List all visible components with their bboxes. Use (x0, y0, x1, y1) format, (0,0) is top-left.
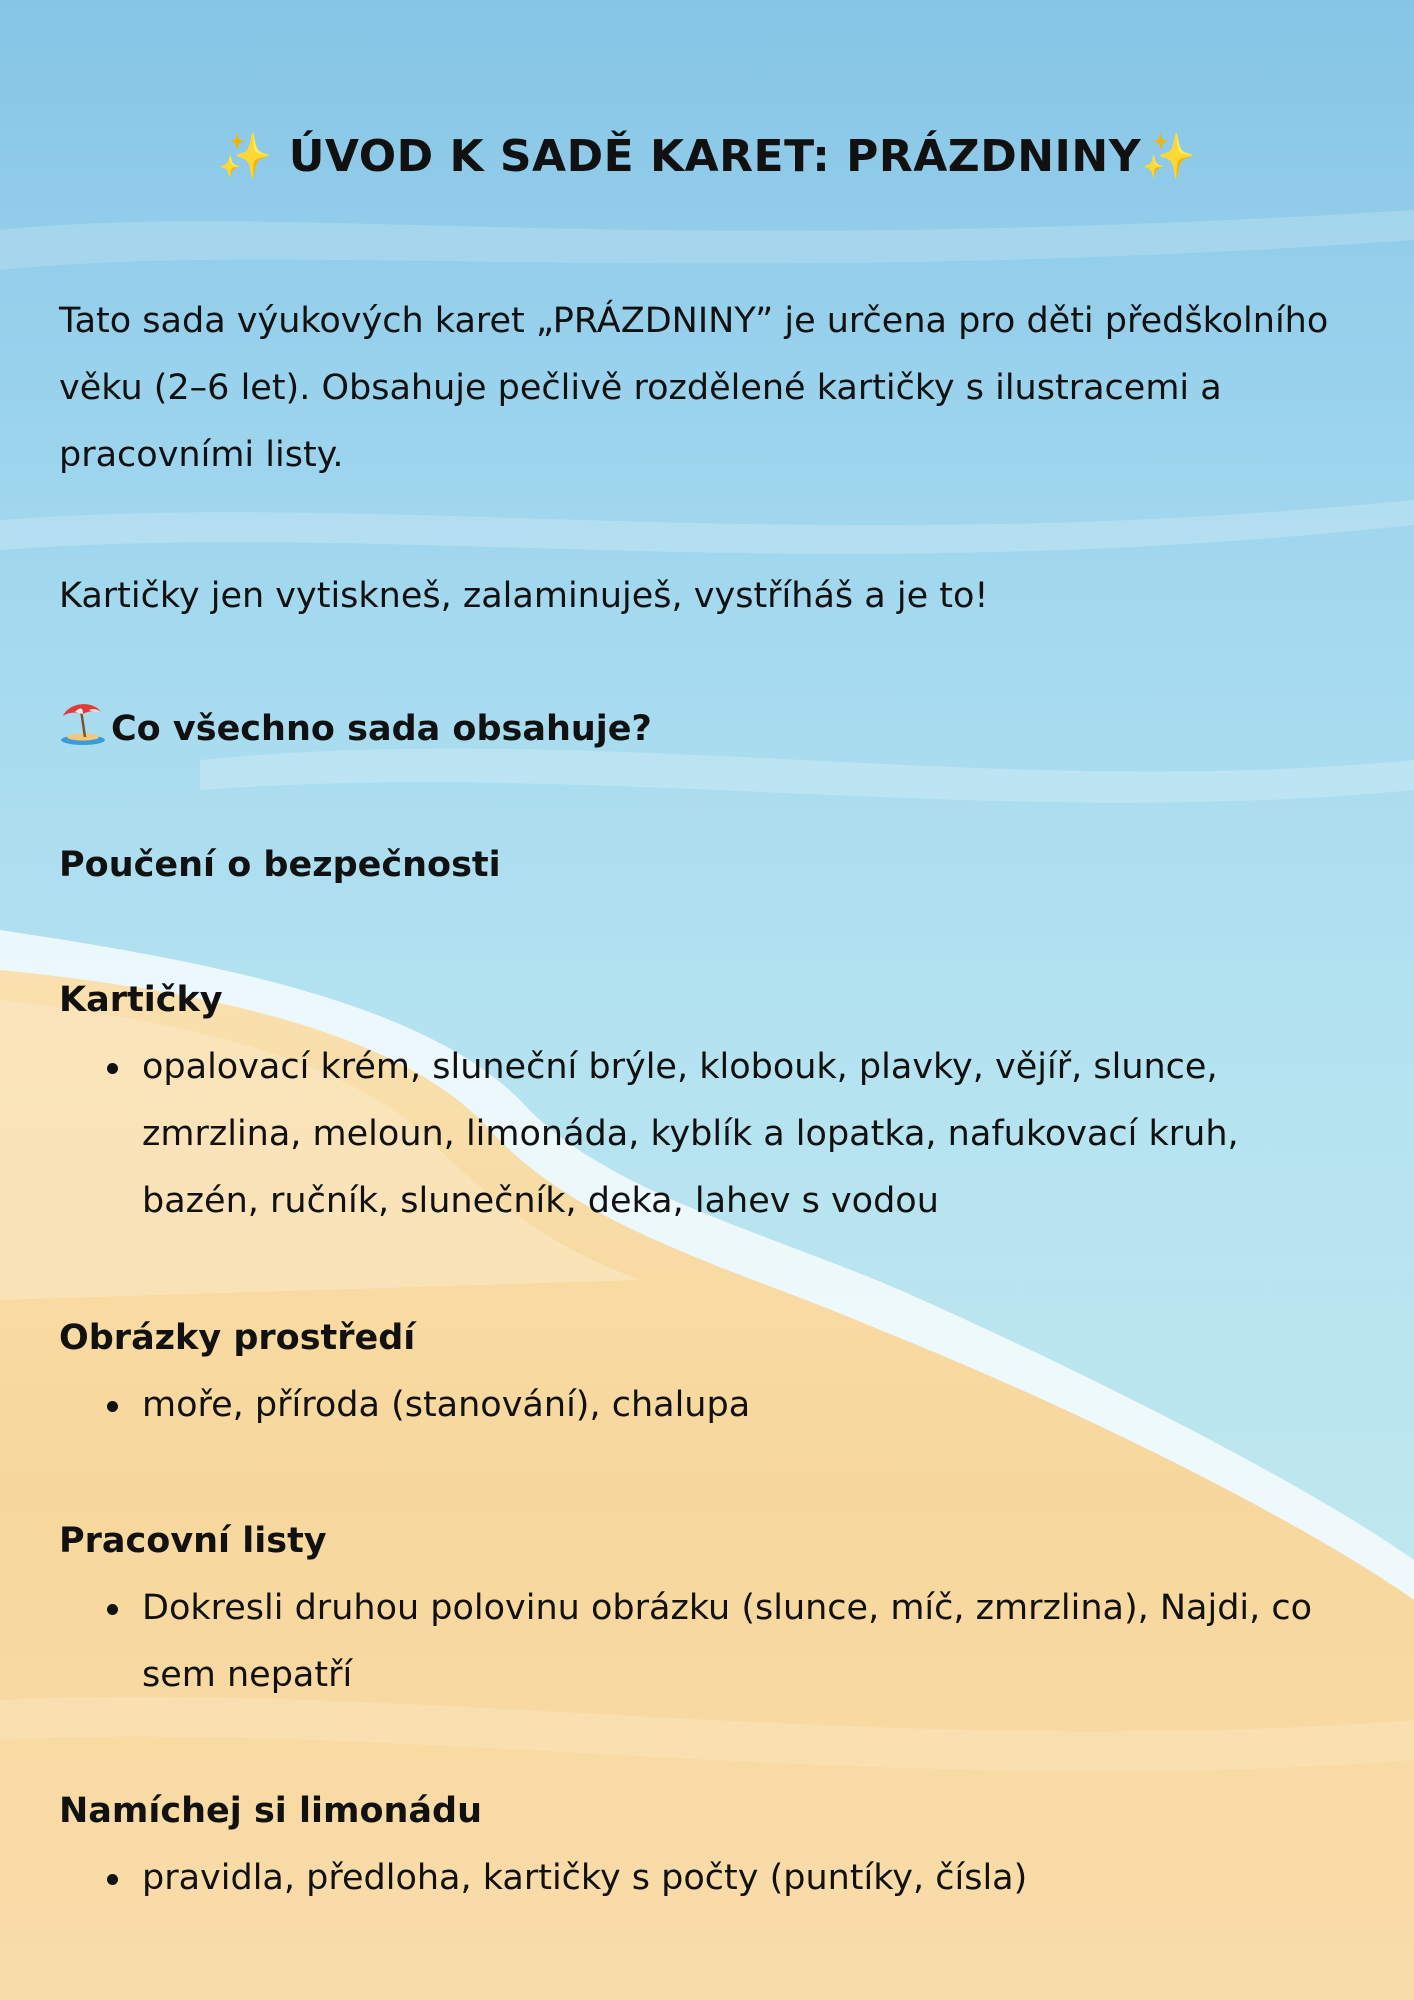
cards-list-text: opalovací krém, sluneční brýle, klobouk, plavky, vějíř, slunce, zmrzlina, meloun, limonáda, kyblík a lopatka, nafukovací kruh, bazén, ručník, slunečník, deka, lahev s vodou (142, 1047, 1239, 1221)
environments-list (59, 1372, 1359, 1439)
tagline: Kartičky jen vytiskneš, zalaminuješ, vystříháš a je to! (59, 576, 989, 616)
intro-paragraph: Tato sada výukových karet „PRÁZDNINY” je určena pro děti předškolního věku (2–6 let). Obsahuje pečlivě rozdělené kartičky s ilustracemi a pracovními listy. (59, 301, 1329, 475)
worksheets-list (59, 1575, 1359, 1709)
bullet-icon (107, 1401, 118, 1412)
section-heading-lemonade: Namíchej si limonádu (59, 1791, 482, 1831)
bullet-icon (107, 1874, 118, 1885)
beach-umbrella-icon (59, 700, 109, 746)
contents-heading (59, 696, 652, 763)
section-heading-worksheets: Pracovní listy (59, 1521, 327, 1561)
page-title-text: ÚVOD K SADĚ KARET: PRÁZDNINY (272, 131, 1142, 182)
lemonade-list (59, 1845, 1359, 1912)
list-item (59, 1372, 1359, 1439)
sparkle-icon: ✨ (217, 131, 273, 182)
bullet-icon (107, 1063, 118, 1074)
section-heading-safety: Poučení o bezpečnosti (59, 845, 501, 885)
section-heading-environments: Obrázky prostředí (59, 1318, 416, 1358)
lemonade-list-text: pravidla, předloha, kartičky s počty (puntíky, čísla) (142, 1858, 1028, 1898)
list-item (59, 1034, 1359, 1235)
cards-list (59, 1034, 1359, 1235)
environments-list-text: moře, příroda (stanování), chalupa (142, 1385, 751, 1425)
bullet-icon (107, 1604, 118, 1615)
page-title (0, 130, 1414, 182)
contents-heading-text: Co všechno sada obsahuje? (111, 709, 652, 749)
section-heading-cards: Kartičky (59, 980, 223, 1020)
list-item (59, 1575, 1359, 1709)
worksheets-list-text: Dokresli druhou polovinu obrázku (slunce, míč, zmrzlina), Najdi, co sem nepatří (142, 1588, 1313, 1695)
sparkle-icon: ✨ (1141, 131, 1197, 182)
list-item (59, 1845, 1359, 1912)
